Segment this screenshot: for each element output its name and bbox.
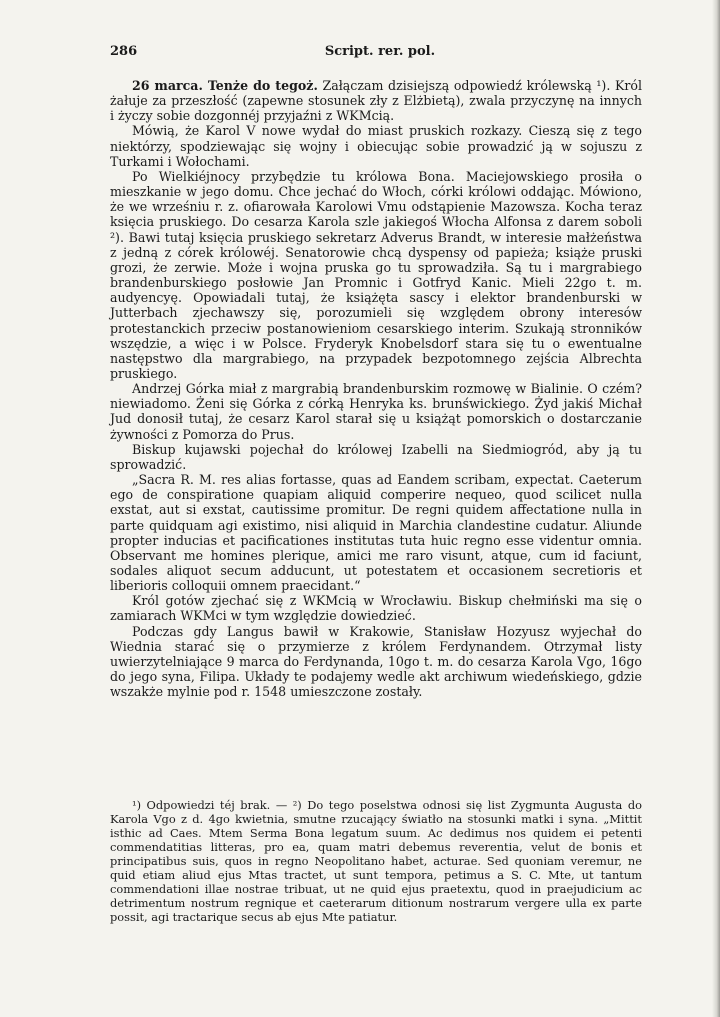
paragraph-text: „Sacra R. M. res alias fortasse, quas ad Eandem scribam, expectat. Caeterum ego de conspiratione quapiam aliquid comperire nequeo, quod scilicet nulla exstat, aut si exstat, cautissime promitur. De regni quidem affectatione nulla in parte quidquam agi existimo, nisi aliquid in Marchia clandestine cudatur. Aliunde propter inducias et pacificationes institutas tuta huic regno esse videntur omnia. Observant me homines plerique, amici me raro visunt, atque, cum id faciunt, sodales aliquot secum adducunt, ut potestatem et occasionem secretioris et liberioris colloquii omnem praecidant.“: [110, 472, 642, 594]
paragraph: [110, 381, 642, 442]
paragraph-text: Król gotów zjechać się z WKMcią w Wrocławiu. Biskup chełmiński ma się o zamiarach WKMci w tym względzie dowiedzieć.: [110, 593, 642, 624]
paragraph-text: Po Wielkiéjnocy przybędzie tu królowa Bona. Maciejowskiego prosiła o mieszkanie w jego domu. Chce jechać do Włoch, córki królowi oddając. Mówiono, że we wrześniu r. z. ofiarowała Karolowi Vmu odstąpienie Mazowsza. Kocha teraz księcia pruskiego. Do cesarza Karola szle jakiegoś Włocha Alfonsa z darem soboli ²). Bawi tutaj księcia pruskiego sekretarz Adverus Brandt, w interesie małżeństwa z jedną z córek królowéj. Senatorowie chcą dyspensy od papieża; książe pruski grozi, że zerwie. Może i wojna pruska go tu sprowadziła. Są tu i margrabiego brandenburskiego posłowie Jan Promnic i Gotfryd Kanic. Mieli 22go t. m. audyencyę. Opowiadali tutaj, że książęta sascy i elektor brandenburski w Jutterbach zjechawszy się, porozumieli się względem obrony interesów protestanckich przeciw postanowieniom cesarskiego interim. Szukają stronników wszędzie, a więc i w Polsce. Fryderyk Knobelsdorf stara się tu o ewentualne następstwo dla margrabiego, na przypadek bezpotomnego zejścia Albrechta pruskiego.: [110, 168, 642, 381]
page-edge-shadow: [712, 0, 720, 1017]
page-number: 286: [110, 44, 138, 59]
latin-quote: [110, 472, 642, 593]
paragraph: [110, 169, 642, 381]
paragraph: [110, 593, 642, 623]
footnote: [110, 798, 642, 924]
main-text: [110, 78, 642, 699]
running-title: Script. rer. pol.: [324, 44, 436, 59]
footnote-text: ¹) Odpowiedzi téj brak. — ²) Do tego poselstwa odnosi się list Zygmunta Augusta do Karola Vgo z d. 4go kwietnia, smutne rzucający światło na stosunki matki i syna. „Mittit isthic ad Caes. Mtem Serma Bona legatum suum. Ac dedimus nos quidem ei petenti commendatitias litteras, pro ea, quam matri debemus reverentia, velut de bonis et principatibus suis, quos in regno Neopolitano habet, acturae. Sed quoniam veremur, ne quid etiam aliud ejus Mtas tractet, ut sunt tempora, petimus a S. C. Mte, ut tantum commendationi illae nostrae tribuat, ut ne quid ejus praetextu, quod in praejudicium ac detrimentum nostrum regnique et caeterarum ditionum nostrarum vergere ulla ex parte possit, agi tractarique secus ab ejus Mte patiatur.: [110, 798, 642, 924]
paragraph: [110, 78, 642, 123]
paragraph: [110, 624, 642, 700]
paragraph-lead: 26 marca. Tenże do tegoż.: [132, 78, 318, 93]
paragraph: [110, 442, 642, 472]
paragraph-text: Załączam dzisiejszą odpowiedź królewską ¹). Król żałuje za przeszłość (zapewne stosunek zły z Elżbietą), zwala przyczynę na innych i życzy sobie dozgonnéj przyjaźni z WKMcią.: [110, 78, 642, 124]
paragraph-text: Podczas gdy Langus bawił w Krakowie, Stanisław Hozyusz wyjechał do Wiednia starać się o przymierze z królem Ferdynandem. Otrzymał listy uwierzytelniające 9 marca do Ferdynanda, 10go t. m. do cesarza Karola Vgo, 16go do jego syna, Filipa. Układy te podajemy wedle akt archiwum wiedeńskiego, gdzie wszakże mylnie pod r. 1548 umieszczone zostały.: [110, 623, 642, 700]
paragraph-text: Mówią, że Karol V nowe wydał do miast pruskich rozkazy. Cieszą się z tego niektórzy, spodziewając się wojny i obiecując sobie prowadzić ją w sojuszu z Turkami i Wołochami.: [110, 123, 642, 169]
paragraph-text: Biskup kujawski pojechał do królowej Izabelli na Siedmiogród, aby ją tu sprowadzić.: [110, 441, 642, 472]
page-header: [110, 44, 650, 66]
paragraph: [110, 123, 642, 168]
paragraph-text: Andrzej Górka miał z margrabią brandenburskim rozmowę w Bialinie. O czém? niewiadomo. Żeni się Górka z córką Henryka ks. brunświckiego. Żyd jakiś Michał Jud donosił tutaj, że cesarz Karol starał się u książąt pomorskich o dostarczanie żywności z Pomorza do Prus.: [110, 381, 642, 442]
footnotes: [110, 798, 642, 924]
